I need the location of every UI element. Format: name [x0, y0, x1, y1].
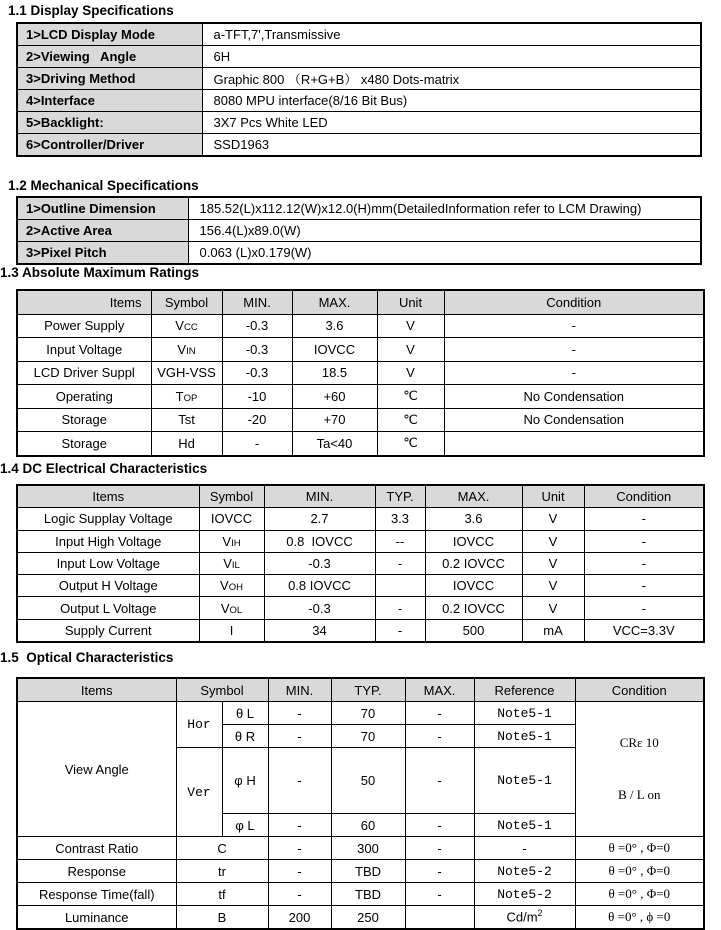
table-row: [17, 68, 701, 90]
cell-max: 18.5: [292, 361, 377, 385]
spec-value: Graphic 800 （R+G+B） x480 Dots-matrix: [202, 68, 701, 90]
cell-unit: ℃: [377, 408, 444, 432]
table-row: [17, 552, 704, 574]
cell-max: 3.6: [425, 508, 522, 530]
cell-direction: Hor: [176, 702, 222, 748]
cell-condition: -: [584, 508, 704, 530]
cell-max: IOVCC: [425, 530, 522, 552]
cell-item: Response: [17, 860, 176, 883]
spec-value: 0.063 (L)x0.179(W): [188, 242, 701, 265]
cell-max: 0.2 IOVCC: [425, 597, 522, 619]
cell-symbol: tr: [176, 860, 268, 883]
cell-condition: -: [444, 361, 704, 385]
spec-label: 2>Viewing Angle: [17, 46, 202, 68]
cell-min: -0.3: [264, 552, 375, 574]
cell-symbol: VIH: [199, 530, 264, 552]
cell-max: -: [405, 702, 474, 725]
cell-symbol: Hd: [151, 432, 222, 456]
table-row: [17, 837, 704, 860]
column-header: Condition: [575, 678, 704, 702]
cell-symbol: VIN: [151, 338, 222, 362]
cell-max: -: [405, 725, 474, 748]
spec-label: 1>Outline Dimension: [17, 197, 188, 220]
cell-item: Input Low Voltage: [17, 552, 199, 574]
table-row: [17, 314, 704, 338]
spec-label: 5>Backlight:: [17, 112, 202, 134]
cell-typ: -: [375, 619, 425, 642]
cell-unit: V: [522, 575, 584, 597]
column-header: MAX.: [425, 485, 522, 508]
cell-min: -: [268, 860, 331, 883]
cell-max: 3.6: [292, 314, 377, 338]
cell-condition: θ =0° , Φ=0: [575, 860, 704, 883]
cell-condition: No Condensation: [444, 408, 704, 432]
section-1-2-title: 1.2 Mechanical Specifications: [8, 178, 199, 193]
cell-symbol: VGH-VSS: [151, 361, 222, 385]
cell-max: -: [405, 883, 474, 906]
cell-typ: [375, 575, 425, 597]
cell-item: Input High Voltage: [17, 530, 199, 552]
spec-value: 185.52(L)x112.12(W)x12.0(H)mm(DetailedInformation refer to LCM Drawing): [188, 197, 701, 220]
cell-unit: mA: [522, 619, 584, 642]
cell-max: -: [405, 860, 474, 883]
table-row: [17, 23, 701, 46]
cell-typ: 250: [331, 906, 405, 930]
condition-line: CRε 10: [619, 735, 659, 750]
cell-reference: Note5-1: [474, 814, 575, 837]
table-row: [17, 220, 701, 242]
cell-min: 2.7: [264, 508, 375, 530]
cell-item: Response Time(fall): [17, 883, 176, 906]
cell-condition: θ =0° , Φ=0: [575, 837, 704, 860]
cell-min: -: [268, 725, 331, 748]
spec-value: 8080 MPU interface(8/16 Bit Bus): [202, 90, 701, 112]
cell-item: Luminance: [17, 906, 176, 930]
cell-max: +70: [292, 408, 377, 432]
cell-min: 200: [268, 906, 331, 930]
column-header: MIN.: [268, 678, 331, 702]
cell-unit: ℃: [377, 432, 444, 456]
cell-item: View Angle: [17, 702, 176, 837]
cell-item: Logic Supplay Voltage: [17, 508, 199, 530]
cell-reference: Note5-1: [474, 748, 575, 814]
spec-value: 3X7 Pcs White LED: [202, 112, 701, 134]
cell-min: 0.8 IOVCC: [264, 530, 375, 552]
column-header: MAX.: [405, 678, 474, 702]
absolute-max-ratings-table: [16, 289, 705, 457]
cell-item: Storage: [17, 432, 151, 456]
table-row: [17, 702, 704, 725]
section-1-3-title: 1.3 Absolute Maximum Ratings: [0, 265, 200, 280]
table-row: [17, 906, 704, 930]
cell-symbol: φ H: [222, 748, 268, 814]
cell-reference: $Cd/m^2$: [474, 906, 575, 930]
cell-symbol: B: [176, 906, 268, 930]
cell-max: -: [405, 837, 474, 860]
cell-item: Supply Current: [17, 619, 199, 642]
table-row: [17, 338, 704, 362]
table-row: [17, 530, 704, 552]
cell-typ: 50: [331, 748, 405, 814]
cell-unit: V: [522, 597, 584, 619]
cell-unit: V: [377, 338, 444, 362]
column-header: Items: [17, 485, 199, 508]
spec-value: a-TFT,7',Transmissive: [202, 23, 701, 46]
cell-typ: 70: [331, 702, 405, 725]
cell-symbol: θ R: [222, 725, 268, 748]
cell-max: IOVCC: [425, 575, 522, 597]
spec-label: 3>Pixel Pitch: [17, 242, 188, 265]
column-header: Items: [17, 678, 176, 702]
cell-max: [405, 906, 474, 930]
cell-condition: θ =0° , ϕ =0: [575, 906, 704, 930]
cell-unit: ℃: [377, 385, 444, 409]
cell-item: LCD Driver Suppl: [17, 361, 151, 385]
section-1-1-title: 1.1 Display Specifications: [8, 3, 174, 18]
cell-item: Power Supply: [17, 314, 151, 338]
table-row: [17, 860, 704, 883]
cell-typ: 300: [331, 837, 405, 860]
cell-unit: V: [522, 552, 584, 574]
cell-condition: -: [584, 530, 704, 552]
column-header: TYP.: [375, 485, 425, 508]
condition-line: B / L on: [618, 787, 661, 802]
table-row: [17, 197, 701, 220]
cell-max: 0.2 IOVCC: [425, 552, 522, 574]
column-header: Symbol: [199, 485, 264, 508]
cell-condition: -: [444, 314, 704, 338]
cell-max: -: [405, 748, 474, 814]
column-header: Symbol: [176, 678, 268, 702]
cell-unit: V: [377, 361, 444, 385]
cell-max: 500: [425, 619, 522, 642]
cell-min: -: [268, 837, 331, 860]
cell-symbol: θ L: [222, 702, 268, 725]
cell-unit: V: [377, 314, 444, 338]
spec-value: SSD1963: [202, 134, 701, 157]
dc-electrical-table: [16, 484, 705, 643]
cell-max: Ta<40: [292, 432, 377, 456]
cell-unit: V: [522, 508, 584, 530]
column-header: Condition: [444, 290, 704, 314]
cell-max: +60: [292, 385, 377, 409]
optical-characteristics-table: [16, 677, 705, 930]
cell-min: -0.3: [264, 597, 375, 619]
header-row: [17, 290, 704, 314]
cell-condition: -: [584, 575, 704, 597]
display-specs-table: [16, 22, 702, 157]
spec-label: 2>Active Area: [17, 220, 188, 242]
table-row: [17, 408, 704, 432]
cell-typ: 60: [331, 814, 405, 837]
view-angle-condition: [575, 702, 704, 837]
table-row: [17, 361, 704, 385]
cell-item: Storage: [17, 408, 151, 432]
spec-label: 1>LCD Display Mode: [17, 23, 202, 46]
table-row: [17, 619, 704, 642]
cell-condition: -: [584, 597, 704, 619]
cell-min: -: [268, 748, 331, 814]
cell-min: -0.3: [222, 314, 292, 338]
spec-label: 4>Interface: [17, 90, 202, 112]
cell-min: 34: [264, 619, 375, 642]
cell-reference: Note5-2: [474, 860, 575, 883]
column-header: Unit: [522, 485, 584, 508]
cell-symbol: φ L: [222, 814, 268, 837]
section-1-4-title: 1.4 DC Electrical Characteristics: [0, 461, 208, 476]
cell-typ: 3.3: [375, 508, 425, 530]
cell-symbol: TOP: [151, 385, 222, 409]
column-header: MIN.: [264, 485, 375, 508]
cell-symbol: IOVCC: [199, 508, 264, 530]
cell-typ: TBD: [331, 883, 405, 906]
cell-reference: Note5-2: [474, 883, 575, 906]
table-row: [17, 432, 704, 456]
table-row: [17, 385, 704, 409]
cell-typ: --: [375, 530, 425, 552]
cell-condition: VCC=3.3V: [584, 619, 704, 642]
cell-symbol: I: [199, 619, 264, 642]
column-header: Condition: [584, 485, 704, 508]
table-row: [17, 597, 704, 619]
cell-max: IOVCC: [292, 338, 377, 362]
cell-symbol: VIL: [199, 552, 264, 574]
table-row: [17, 575, 704, 597]
header-row: [17, 678, 704, 702]
section-1-5-title: 1.5 Optical Characteristics: [0, 650, 174, 665]
column-header: Items: [17, 290, 151, 314]
mechanical-specs-table: [16, 196, 702, 265]
cell-item: Output L Voltage: [17, 597, 199, 619]
table-row: [17, 883, 704, 906]
cell-min: -0.3: [222, 338, 292, 362]
cell-symbol: VCC: [151, 314, 222, 338]
column-header: MAX.: [292, 290, 377, 314]
cell-symbol: tf: [176, 883, 268, 906]
header-row: [17, 485, 704, 508]
spec-value: 156.4(L)x89.0(W): [188, 220, 701, 242]
column-header: Symbol: [151, 290, 222, 314]
cell-reference: -: [474, 837, 575, 860]
cell-typ: -: [375, 552, 425, 574]
cell-min: -: [268, 814, 331, 837]
table-row: [17, 46, 701, 68]
cell-min: 0.8 IOVCC: [264, 575, 375, 597]
column-header: TYP.: [331, 678, 405, 702]
cell-typ: TBD: [331, 860, 405, 883]
table-row: [17, 134, 701, 157]
cell-direction: Ver: [176, 748, 222, 837]
cell-symbol: C: [176, 837, 268, 860]
cell-min: -0.3: [222, 361, 292, 385]
cell-min: -: [268, 702, 331, 725]
column-header: Unit: [377, 290, 444, 314]
cell-condition: No Condensation: [444, 385, 704, 409]
cell-typ: -: [375, 597, 425, 619]
cell-symbol: VOH: [199, 575, 264, 597]
cell-symbol: Tst: [151, 408, 222, 432]
cell-min: -20: [222, 408, 292, 432]
cell-reference: Note5-1: [474, 725, 575, 748]
cell-unit: V: [522, 530, 584, 552]
cell-min: -: [222, 432, 292, 456]
cell-item: Operating: [17, 385, 151, 409]
table-row: [17, 112, 701, 134]
cell-condition: θ =0° , Φ=0: [575, 883, 704, 906]
cell-reference: Note5-1: [474, 702, 575, 725]
table-row: [17, 242, 701, 265]
table-row: [17, 90, 701, 112]
spec-value: 6H: [202, 46, 701, 68]
column-header: MIN.: [222, 290, 292, 314]
cell-item: Contrast Ratio: [17, 837, 176, 860]
cell-condition: [444, 432, 704, 456]
cell-condition: -: [444, 338, 704, 362]
cell-condition: -: [584, 552, 704, 574]
column-header: Reference: [474, 678, 575, 702]
cell-item: Output H Voltage: [17, 575, 199, 597]
cell-min: -: [268, 883, 331, 906]
table-row: [17, 508, 704, 530]
cell-typ: 70: [331, 725, 405, 748]
cell-symbol: VOL: [199, 597, 264, 619]
spec-label: 3>Driving Method: [17, 68, 202, 90]
cell-max: -: [405, 814, 474, 837]
cell-min: -10: [222, 385, 292, 409]
spec-label: 6>Controller/Driver: [17, 134, 202, 157]
cell-item: Input Voltage: [17, 338, 151, 362]
